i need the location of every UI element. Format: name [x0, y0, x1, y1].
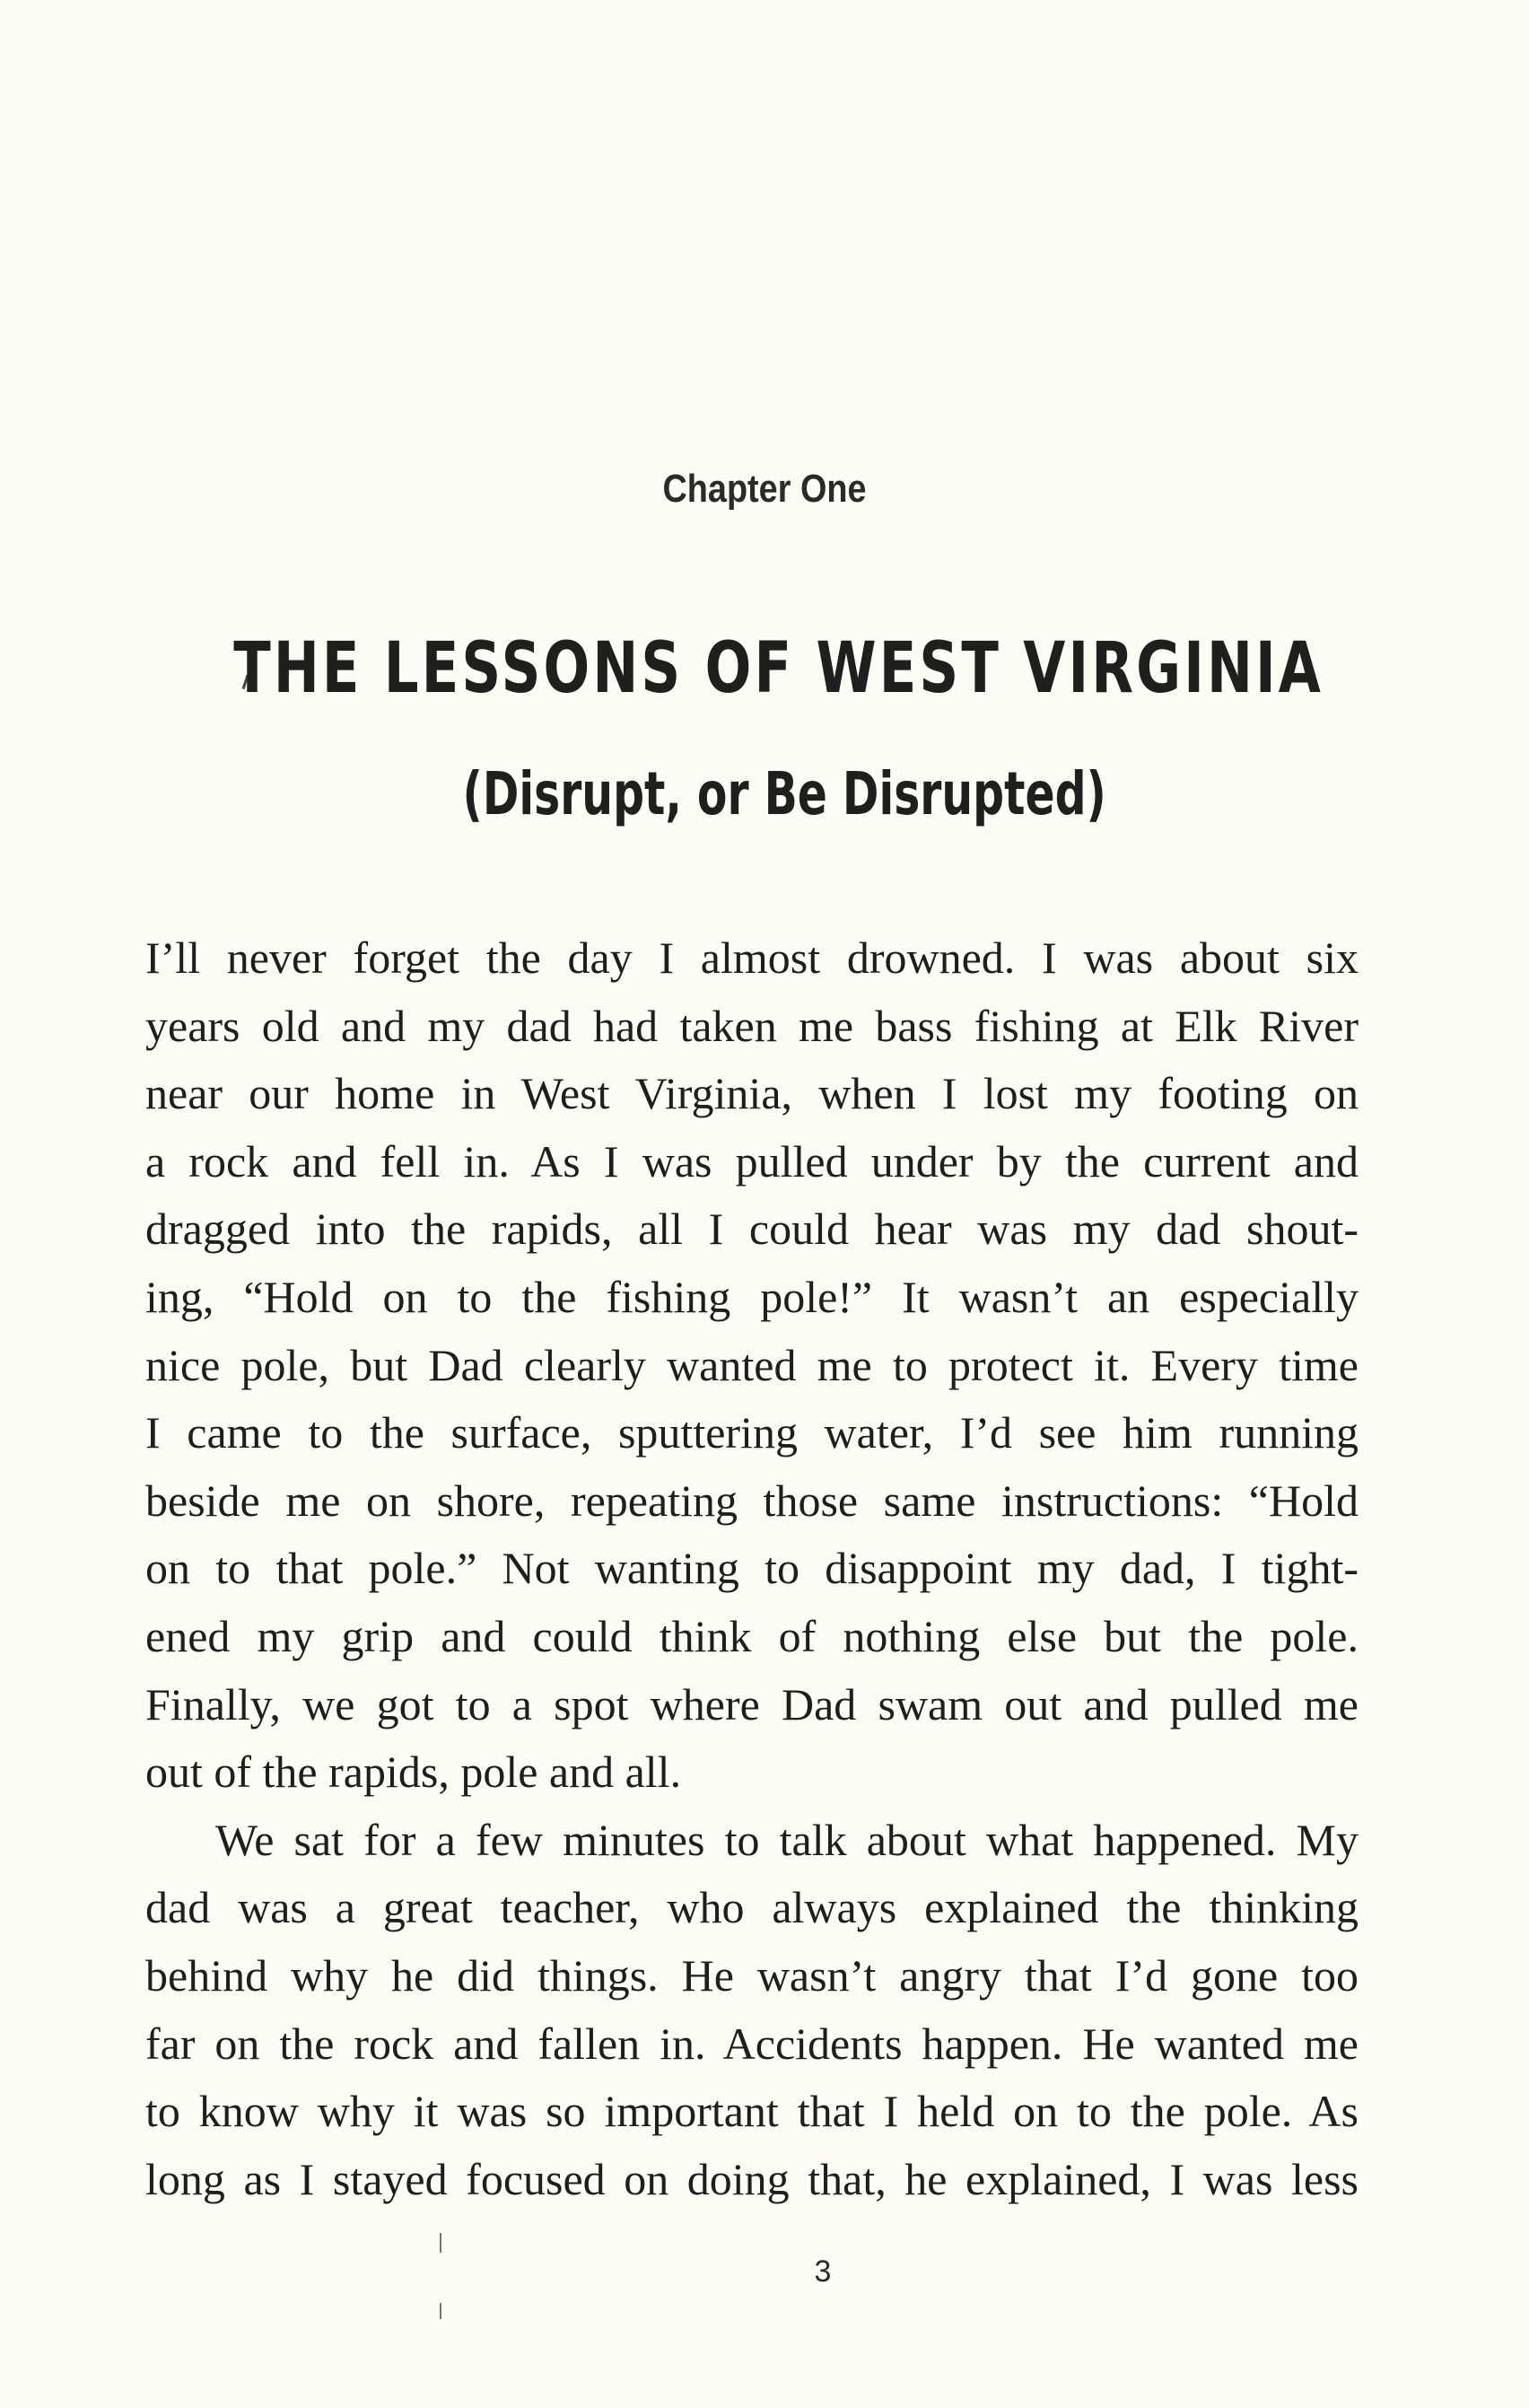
- text-line: years old and my dad had taken me bass fishing at Elk River: [145, 1000, 1359, 1051]
- text-line: near our home in West Virginia, when I lost my footing on: [145, 1068, 1359, 1119]
- text-line: ened my grip and could think of nothing else but the pole.: [145, 1610, 1359, 1661]
- text-line: far on the rock and fallen in. Accidents happen. He wanted me: [145, 2018, 1359, 2069]
- text-line: I’ll never forget the day I almost drowned. I was about six: [145, 933, 1359, 983]
- text-line: dragged into the rapids, all I could hear was my dad shout-: [145, 1204, 1359, 1255]
- text-line: dad was a great teacher, who always explained the thinking: [145, 1882, 1359, 1933]
- paragraph-2: [145, 1807, 1359, 2214]
- chapter-subtitle: (Disrupt, or Be Disrupted): [462, 759, 1106, 828]
- text-line: on to that pole.” Not wanting to disappoint my dad, I tight-: [145, 1543, 1359, 1594]
- text-line: behind why he did things. He wasn’t angry that I’d gone too: [145, 1949, 1359, 2001]
- text-line: nice pole, but Dad clearly wanted me to protect it. Every time: [145, 1339, 1359, 1390]
- text-line: I came to the surface, sputtering water, I’d see him running: [145, 1407, 1359, 1458]
- text-line: beside me on shore, repeating those same instructions: “Hold: [145, 1475, 1359, 1526]
- chapter-title: THE LESSONS OF WEST VIRGINIA: [233, 628, 1324, 709]
- text-line: long as I stayed focused on doing that, he explained, I was less: [145, 2153, 1359, 2204]
- scan-artifact-mark: [440, 2303, 441, 2319]
- page-number: 3: [814, 2255, 832, 2289]
- chapter-label: Chapter One: [662, 467, 867, 511]
- scan-artifact-mark: [440, 2233, 441, 2253]
- text-line: a rock and fell in. As I was pulled under by the current and: [145, 1135, 1359, 1186]
- text-line: Finally, we got to a spot where Dad swam out and pulled me: [145, 1678, 1359, 1729]
- body-text: [145, 924, 1359, 2213]
- text-line: We sat for a few minutes to talk about what happened. My: [215, 1814, 1359, 1865]
- text-line: to know why it was so important that I held on to the pole. As: [145, 2086, 1359, 2137]
- text-line: out of the rapids, pole and all.: [145, 1747, 682, 1798]
- paragraph-1: [145, 924, 1359, 1807]
- text-line: ing, “Hold on to the fishing pole!” It wasn’t an especially: [145, 1271, 1359, 1322]
